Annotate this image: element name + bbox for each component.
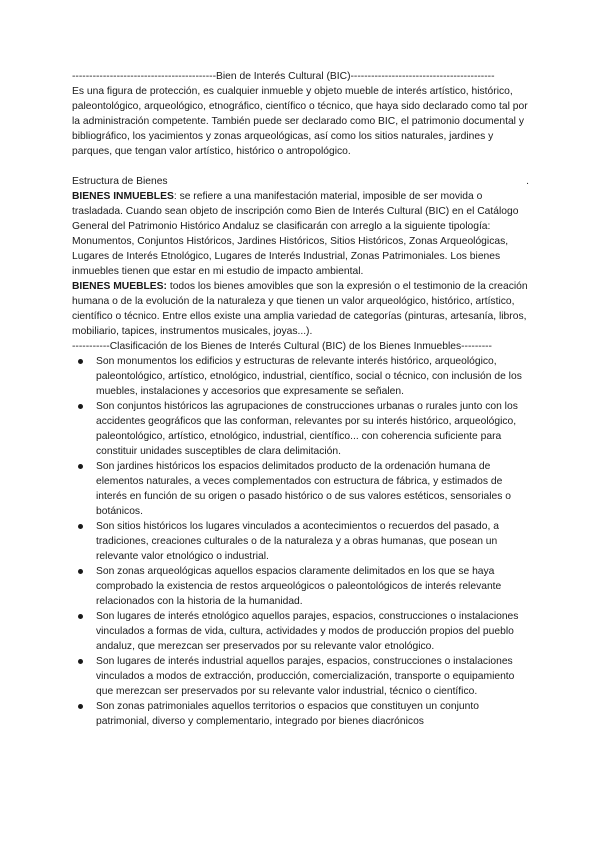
bienes-inmuebles-paragraph <box>72 189 532 279</box>
bienes-inmuebles-term: BIENES INMUEBLES <box>72 191 174 202</box>
list-item: Son jardines históricos los espacios delimitados producto de la ordenación humana de elementos naturales, a veces complementados con estructura de fábrica, y estimados de interés en función de su origen o pasado histórico o de sus valores estéticos, sensoriales o botánicos. <box>72 459 532 519</box>
bienes-inmuebles-text: : se refiere a una manifestación material, imposible de ser movida o trasladada. Cuando sean objeto de inscripción como Bien de Interés Cultural (BIC) en el Catálogo General del Patrimonio Histórico Andaluz se clasificarán con arreglo a la siguiente tipología: Monumentos, Conjuntos Históricos, Jardines Históricos, Sitios Históricos, Zonas Arqueológicas, Lugares de Interés Etnológico, Lugares de Interés Industrial, Zonas Patrimoniales. Los bienes inmuebles tienen que estar en mi estudio de impacto ambiental. <box>72 191 519 277</box>
list-item: Son conjuntos históricos las agrupaciones de construcciones urbanas o rurales junto con los accidentes geográficos que las conforman, relevantes por su interés histórico, arqueológico, paleontológico, artístico, etnológico, industrial, científico... con coherencia suficiente para constituir unidades susceptibles de clara delimitación. <box>72 399 532 459</box>
list-item: Son lugares de interés etnológico aquellos parajes, espacios, construcciones o instalaciones vinculados a formas de vida, cultura, actividades y modos de producción propios del pueblo andaluz, que merezcan ser preservados por su relevante valor etnológico. <box>72 609 532 654</box>
bic-definition-paragraph: Es una figura de protección, es cualquier inmueble y objeto mueble de interés artístico, histórico, paleontológico, arqueológico, etnográfico, científico o técnico, que haya sido declarado como tal por la administración competente. También puede ser declarado como BIC, el patrimonio documental y bibliográfico, los yacimientos y zonas arqueológicas, así como los sitios naturales, jardines y parques, que tengan valor artístico, histórico o antropológico. <box>72 86 528 157</box>
list-item: Son monumentos los edificios y estructuras de relevante interés histórico, arqueológico, paleontológico, artístico, etnológico, industrial, científico, social o técnico, con inclusión de los muebles, instalaciones y accesorios que expresamente se señalen. <box>72 354 532 399</box>
estructura-heading <box>72 174 532 189</box>
list-item: Son lugares de interés industrial aquellos parajes, espacios, construcciones o instalaciones vinculados a modos de extracción, producción, comercialización, transporte o equipamiento que merezcan ser preservados por su relevante valor industrial, técnico o científico. <box>72 654 532 699</box>
bienes-muebles-text: todos los bienes amovibles que son la expresión o el testimonio de la creación humana o de la evolución de la naturaleza y que tienen un valor arqueológico, histórico, artístico, científico o técnico. Entre ellos existe una amplia variedad de categorías (pinturas, artesanía, libros, mobiliario, tapices, instrumentos musicales, joyas...). <box>72 281 528 337</box>
bienes-muebles-paragraph <box>72 279 532 339</box>
clasificacion-separator-heading: -----------Clasificación de los Bienes de Interés Cultural (BIC) de los Bienes Inmuebles--------- <box>72 341 492 352</box>
estructura-heading-text: Estructura de Bienes <box>72 176 168 187</box>
list-item: Son zonas arqueológicas aquellos espacios claramente delimitados en los que se haya comprobado la existencia de restos arqueológicos o paleontológicos de interés relevante relacionados con la historia de la humanidad. <box>72 564 532 609</box>
blank-line <box>72 159 532 174</box>
list-item: Son zonas patrimoniales aquellos territorios o espacios que constituyen un conjunto patrimonial, diverso y complementario, integrado por bienes diacrónicos <box>72 699 532 729</box>
estructura-trailing-mark: . <box>526 176 529 187</box>
bienes-muebles-term: BIENES MUEBLES: <box>72 281 167 292</box>
bic-separator-heading: ------------------------------------------Bien de Interés Cultural (BIC)------------------------------------------ <box>72 71 495 82</box>
clasificacion-list <box>72 354 532 729</box>
list-item: Son sitios históricos los lugares vinculados a acontecimientos o recuerdos del pasado, a tradiciones, creaciones culturales o de la naturaleza y a obras humanas, que posean un relevante valor etnológico o industrial. <box>72 519 532 564</box>
document-body <box>72 69 532 729</box>
